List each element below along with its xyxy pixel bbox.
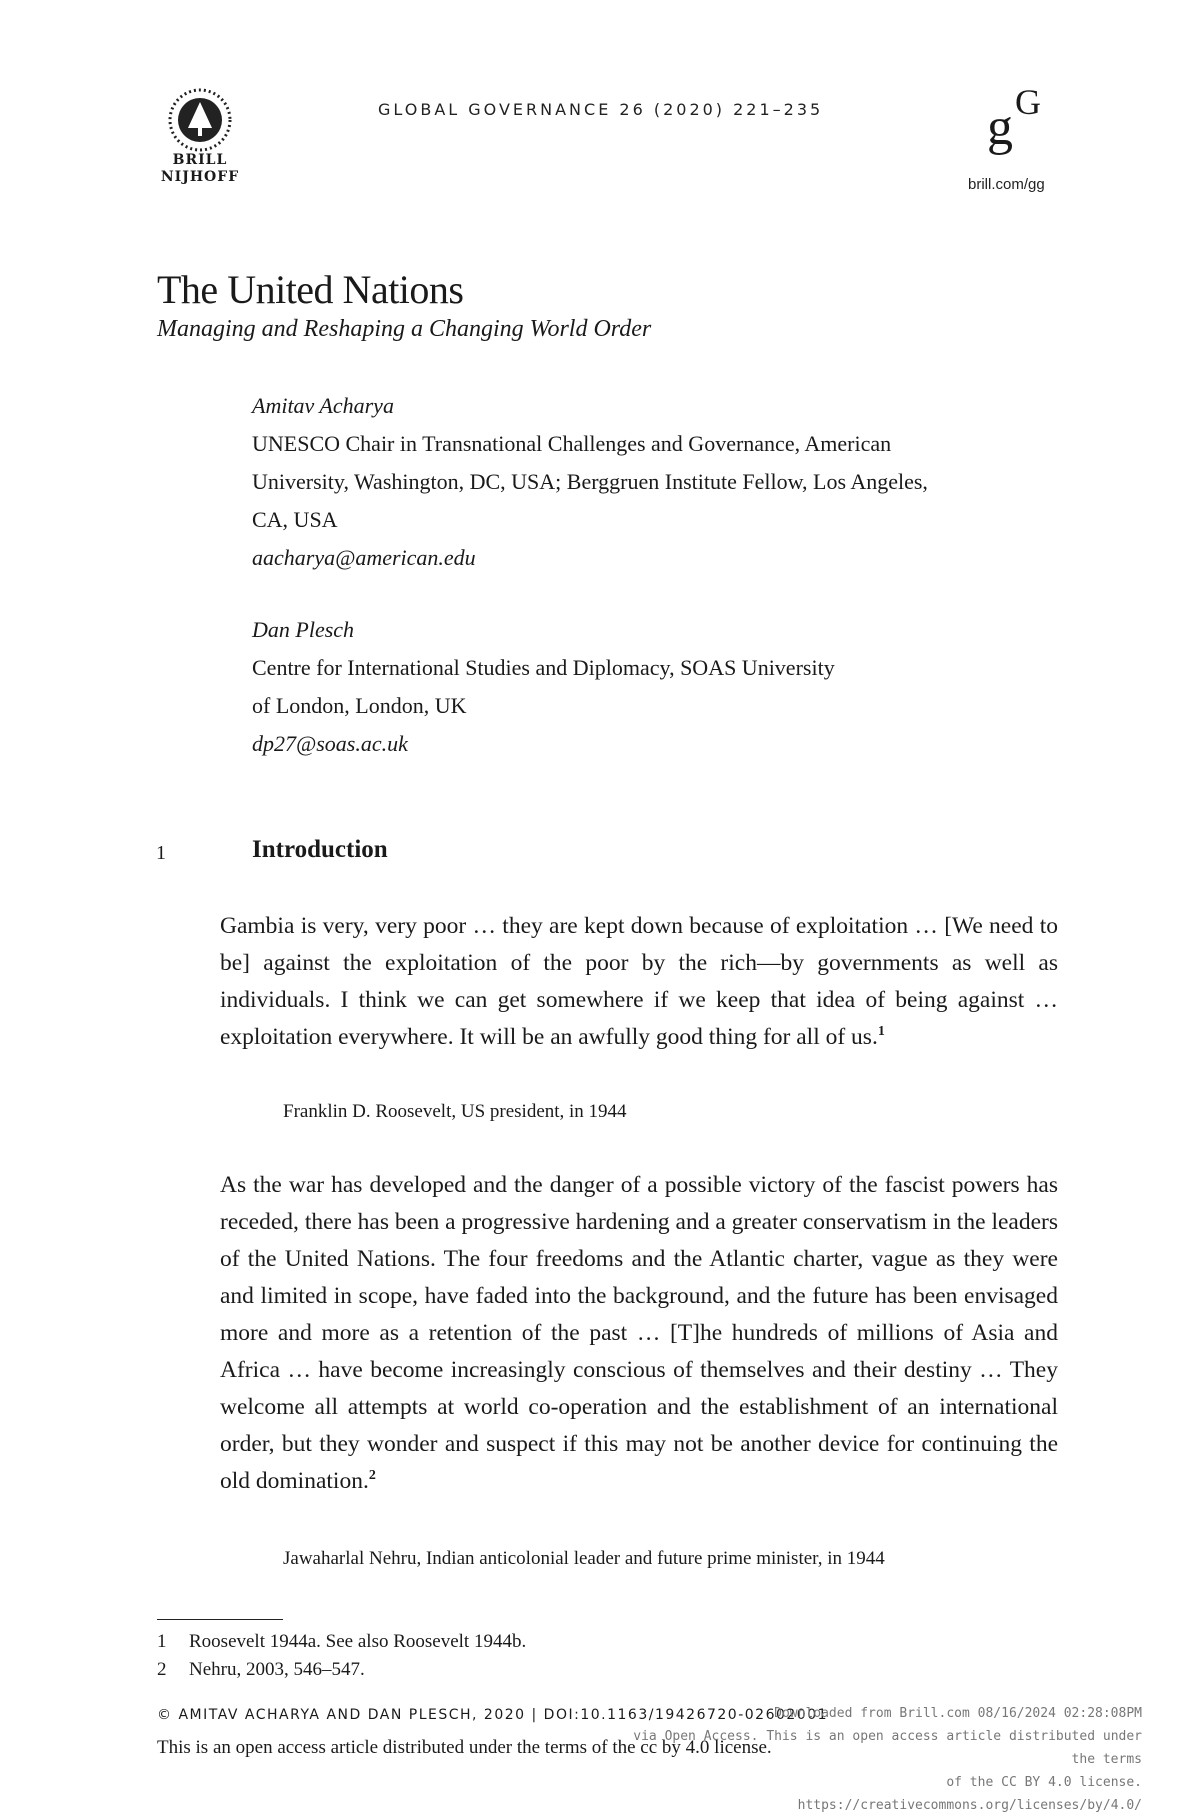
license-url-link[interactable]: https://creativecommons.org/licenses/by/4.0/ (797, 1798, 1142, 1813)
footnote-number: 2 (157, 1659, 167, 1680)
journal-url-prefix: brill.com/ (968, 176, 1029, 193)
author-affiliation-line: CA, USA (252, 507, 338, 532)
journal-url-link[interactable] (968, 176, 1045, 193)
footnote (157, 1659, 365, 1681)
section-number: 1 (156, 842, 166, 864)
publisher-name-line1: BRILL (172, 152, 228, 168)
download-line: Downloaded from Brill.com 08/16/2024 02:28:08PM (774, 1706, 1142, 1721)
journal-citation: GLOBAL GOVERNANCE 26 (2020) 221–235 (378, 100, 824, 119)
author-block (252, 387, 1072, 577)
quote-attribution: Franklin D. Roosevelt, US president, in 1944 (283, 1101, 627, 1122)
publisher-name-line2: NIJHOFF (160, 169, 240, 185)
license-statement: This is an open access article distributed under the terms of the cc by 4.0 license. (157, 1737, 772, 1758)
footnote-text: Roosevelt 1944a. See also Roosevelt 1944b. (189, 1631, 527, 1652)
download-line: of the CC BY 4.0 license. (946, 1775, 1142, 1790)
author-name: Amitav Acharya (252, 393, 394, 418)
footnote-text: Nehru, 2003, 546–547. (189, 1659, 365, 1680)
article-title: The United Nations (157, 267, 464, 312)
download-line: via Open Access. This is an open access article distributed under the terms (633, 1729, 1142, 1767)
footnote-divider (157, 1619, 283, 1620)
quote-text: Gambia is very, very poor … they are kept down because of exploitation … [We need to be] against the exploitation of the poor by the rich—by governments as well as individuals. I think we can get somewhere if we keep that idea of being against … exploitation everywhere. It will be an awfully good thing for all of us. (220, 913, 1058, 1050)
download-watermark (610, 1702, 1142, 1817)
publisher-logo (160, 88, 240, 186)
footnote-ref[interactable]: 1 (877, 1024, 885, 1040)
epigraph-quote (220, 1167, 1058, 1500)
epigraph-quote (220, 908, 1058, 1056)
footnote (157, 1631, 526, 1653)
quote-text: As the war has developed and the danger of a possible victory of the fascist powers has receded, there has been a progressive hardening and a greater conservatism in the leaders of the United Nations. The four freedoms and the Atlantic charter, vague as they were and limited in scope, have faded into the background, and the future has been envisaged more and more as a retention of the past … [T]he hundreds of millions of Asia and Africa … have become increasingly conscious of themselves and their destiny … They welcome all attempts at world co-operation and the establishment of an international order, but they wonder and suspect if this may not be another device for continuing the old domination. (220, 1172, 1058, 1494)
footnote-ref[interactable]: 2 (368, 1468, 376, 1484)
author-name: Dan Plesch (252, 617, 355, 642)
author-email-link[interactable]: aacharya@american.edu (252, 545, 476, 570)
author-affiliation-line: University, Washington, DC, USA; Berggruen Institute Fellow, Los Angeles, (252, 469, 928, 494)
journal-logo-small-letter: g (987, 99, 1013, 156)
journal-logo-big-letter: G (1015, 82, 1041, 122)
author-email-link[interactable]: dp27@soas.ac.uk (252, 731, 408, 756)
section-title: Introduction (252, 836, 388, 863)
brill-tree-seal-icon (168, 88, 232, 152)
author-affiliation-line: UNESCO Chair in Transnational Challenges and Governance, American (252, 431, 892, 456)
journal-url-suffix: gg (1028, 176, 1045, 193)
author-affiliation-line: Centre for International Studies and Diplomacy, SOAS University (252, 655, 835, 680)
article-subtitle: Managing and Reshaping a Changing World Order (157, 316, 652, 342)
quote-attribution: Jawaharlal Nehru, Indian anticolonial leader and future prime minister, in 1944 (283, 1548, 885, 1569)
author-block (252, 611, 1072, 763)
copyright-doi-line: © AMITAV ACHARYA AND DAN PLESCH, 2020 | DOI:10.1163/19426720-02602001 (157, 1707, 829, 1723)
author-affiliation-line: of London, London, UK (252, 693, 467, 718)
footnote-number: 1 (157, 1631, 167, 1652)
journal-logo (985, 84, 1055, 164)
